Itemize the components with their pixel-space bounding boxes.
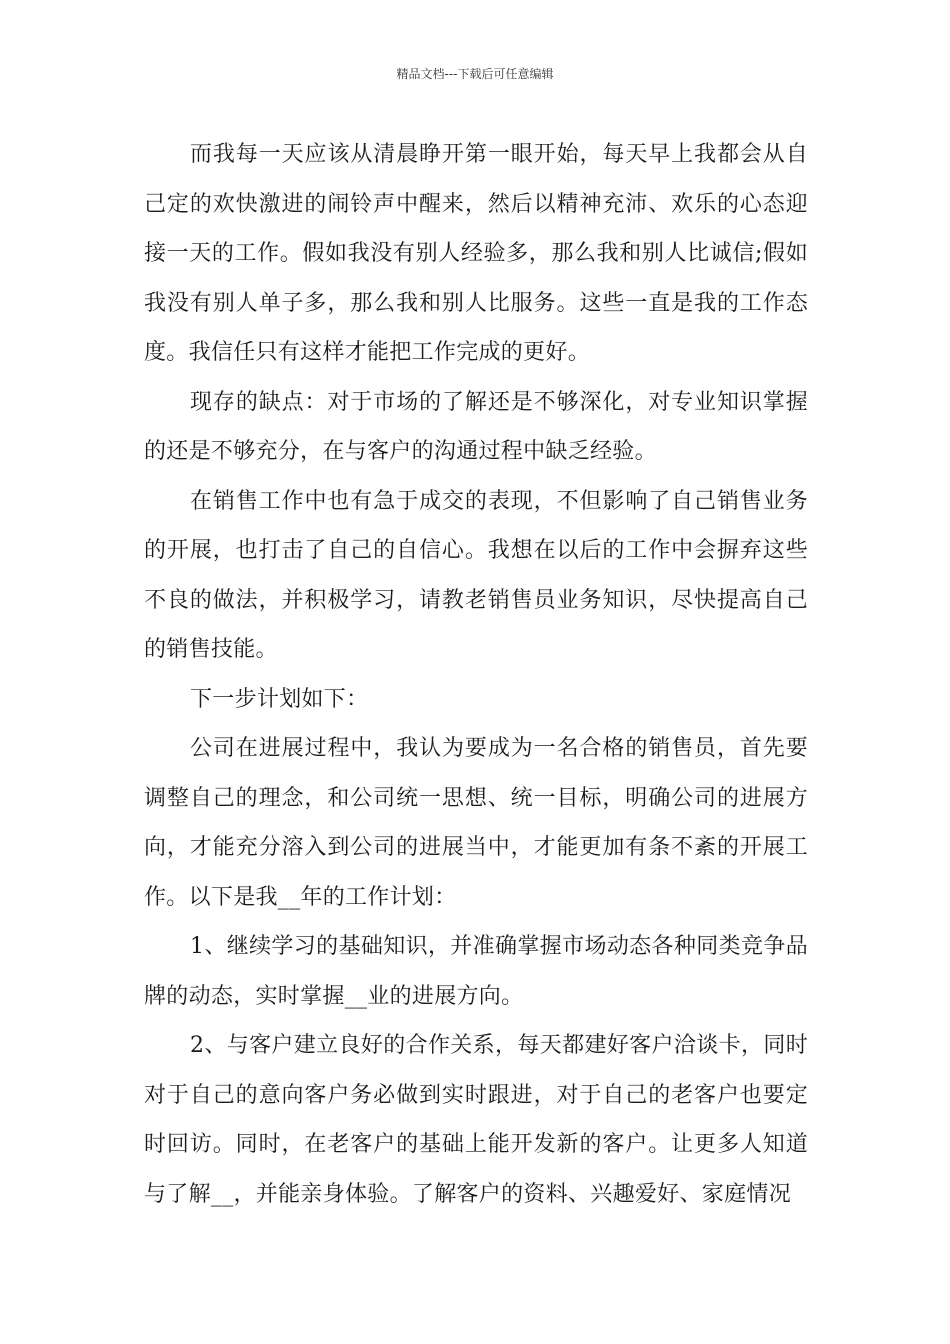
paragraph-company-alignment: 公司在进展过程中，我认为要成为一名合格的销售员，首先要调整自己的理念，和公司统一思想、统一目标，明确公司的进展方向，才能充分溶入到公司的进展当中，才能更加有条不紊的开展工作。以下是我__年的工作计划： bbox=[144, 736, 808, 910]
paragraph-shortcomings: 现存的缺点：对于市场的了解还是不够深化，对专业知识掌握的还是不够充分，在与客户的沟通过程中缺乏经验。 bbox=[144, 389, 808, 464]
paragraph-plan-item-2: 2、与客户建立良好的合作关系，每天都建好客户洽谈卡，同时对于自己的意向客户务必做到实时跟进，对于自己的老客户也要定时回访。同时，在老客户的基础上能开发新的客户。让更多人知道与了解__，并能亲身体验。了解客户的资料、兴趣爱好、家庭情况 bbox=[144, 1033, 808, 1207]
page-header: 精品文档---下载后可任意编辑 bbox=[396, 67, 554, 81]
paragraph-plan-item-1: 1、继续学习的基础知识，并准确掌握市场动态各种同类竞争品牌的动态，实时掌握__业的进展方向。 bbox=[144, 934, 808, 1009]
paragraph-daily-attitude: 而我每一天应该从清晨睁开第一眼开始，每天早上我都会从自己定的欢快激进的闹铃声中醒来，然后以精神充沛、欢乐的心态迎接一天的工作。假如我没有别人经验多，那么我和别人比诚信;假如我没有别人单子多，那么我和别人比服务。这些一直是我的工作态度。我信任只有这样才能把工作完成的更好。 bbox=[144, 142, 808, 365]
document-body bbox=[144, 130, 808, 1219]
paragraph-next-plan-heading: 下一步计划如下： bbox=[190, 686, 369, 712]
paragraph-sales-issues: 在销售工作中也有急于成交的表现，不但影响了自己销售业务的开展，也打击了自己的自信心。我想在以后的工作中会摒弃这些不良的做法，并积极学习，请教老销售员业务知识，尽快提高自己的销售技能。 bbox=[144, 488, 808, 662]
